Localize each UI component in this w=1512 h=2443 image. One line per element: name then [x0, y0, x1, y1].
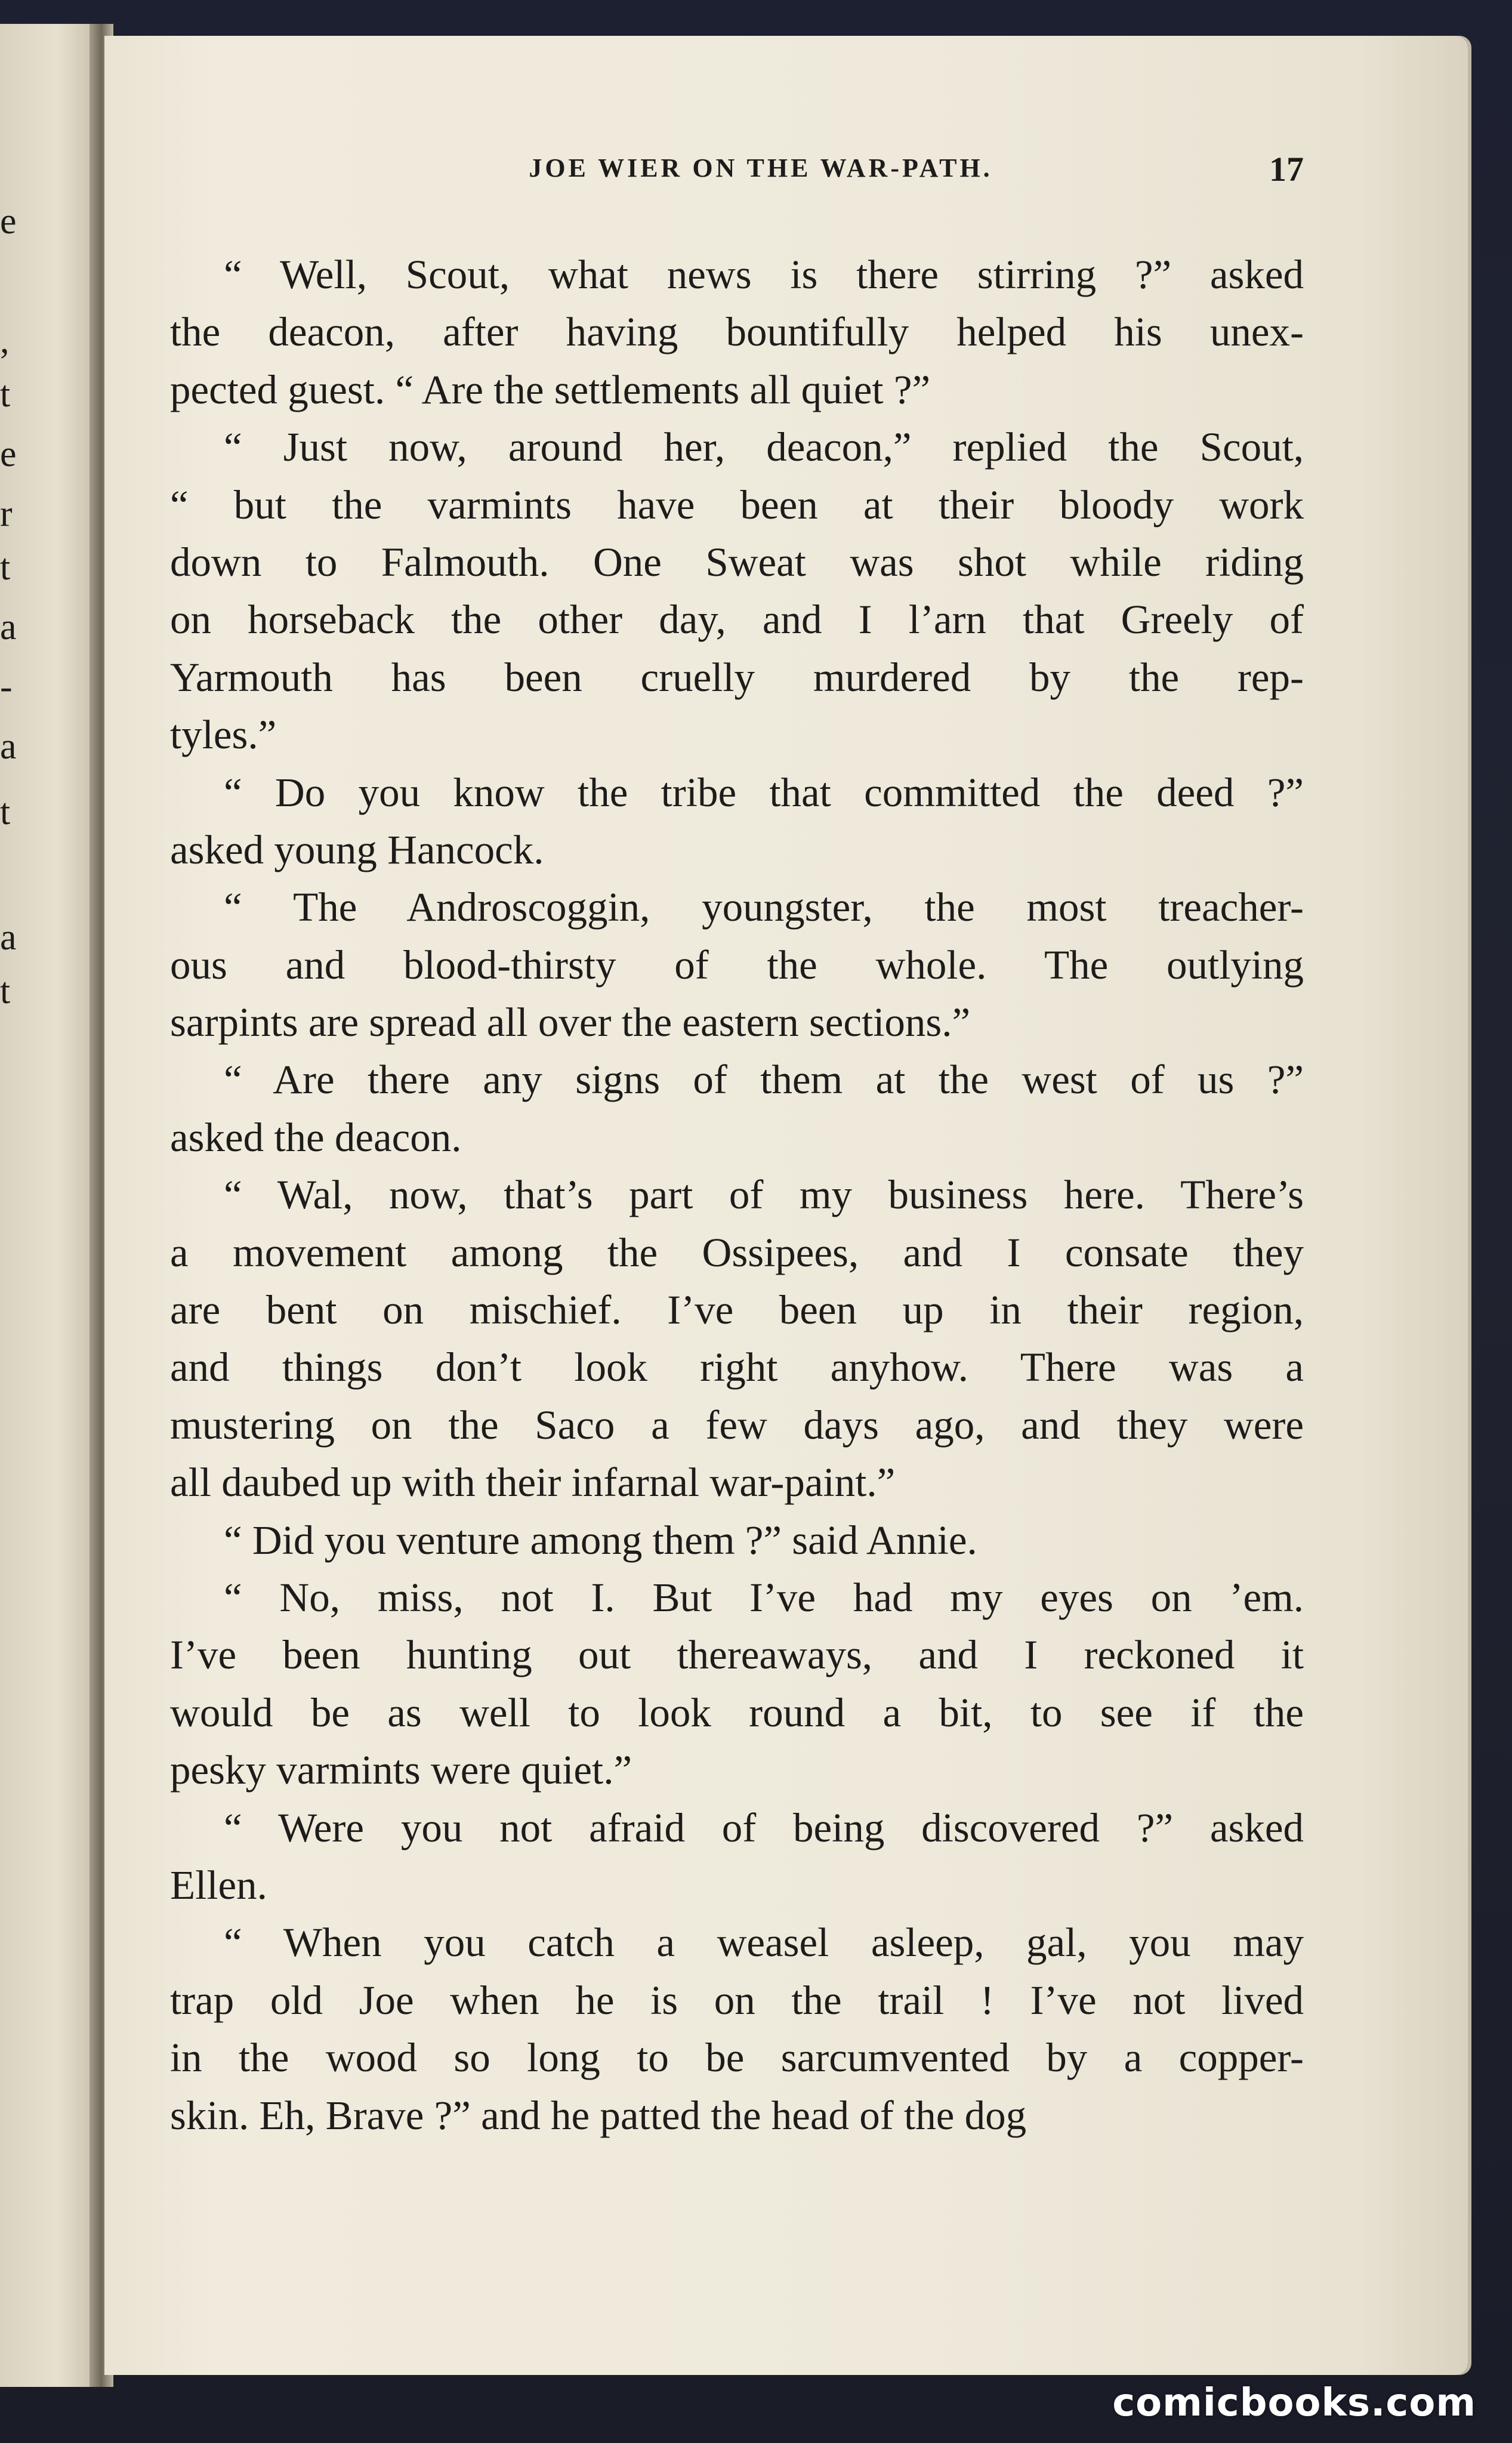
text-line: down to Falmouth. One Sweat was shot while riding	[170, 539, 1304, 585]
text-line: Ellen.	[170, 1862, 267, 1908]
paragraph	[170, 764, 1304, 879]
text-line: “ Just now, around her, deacon,” replied the Scout,	[224, 424, 1304, 470]
text-line: ous and blood-thirsty of the whole. The outlying	[170, 942, 1304, 988]
running-head-title: JOE WIER ON THE WAR-PATH.	[529, 153, 993, 183]
paragraph	[170, 878, 1304, 1051]
facing-page-text-fragment: t	[0, 547, 11, 588]
text-line: Yarmouth has been cruelly murdered by the rep-	[170, 654, 1304, 700]
facing-page-text-fragment: a	[0, 726, 17, 767]
running-head	[170, 113, 1304, 189]
paragraph	[170, 1569, 1304, 1799]
text-line: “ The Androscoggin, youngster, the most treacher-	[224, 884, 1304, 930]
text-line: skin. Eh, Brave ?” and he patted the head of the dog	[170, 2092, 1027, 2138]
text-line: “ Were you not afraid of being discovered ?” asked	[224, 1805, 1304, 1850]
text-line: trap old Joe when he is on the trail ! I’ve not lived	[170, 1977, 1304, 2023]
facing-page-text-fragment: ,	[0, 320, 10, 361]
text-line: a movement among the Ossipees, and I consate they	[170, 1229, 1304, 1275]
facing-page-text-fragment: a	[0, 917, 17, 958]
text-line: are bent on mischief. I’ve been up in their region,	[170, 1287, 1304, 1333]
text-line: pesky varmints were quiet.”	[170, 1747, 632, 1793]
page-text-block	[170, 113, 1304, 2144]
text-line: I’ve been hunting out thereaways, and I reckoned it	[170, 1632, 1304, 1678]
facing-page-text-fragment: t	[0, 792, 11, 832]
text-line: in the wood so long to be sarcumvented by a copper-	[170, 2035, 1304, 2081]
text-line: would be as well to look round a bit, to see if the	[170, 1689, 1304, 1735]
facing-page-edge	[0, 24, 104, 2387]
paragraph	[170, 246, 1304, 418]
paragraph	[170, 1051, 1304, 1166]
text-line: “ When you catch a weasel asleep, gal, you may	[224, 1920, 1304, 1966]
text-line: tyles.”	[170, 712, 277, 758]
text-line: “ No, miss, not I. But I’ve had my eyes on ’em.	[224, 1574, 1304, 1620]
facing-page-text-fragment: t	[0, 971, 11, 1011]
facing-page-text-fragment: a	[0, 607, 17, 647]
text-line: on horseback the other day, and I l’arn that Greely of	[170, 597, 1304, 643]
text-line: asked young Hancock.	[170, 826, 544, 872]
text-line: the deacon, after having bountifully helped his unex-	[170, 309, 1304, 355]
paragraph	[170, 1166, 1304, 1511]
facing-page-text-fragment: e	[0, 201, 17, 242]
watermark: comicbooks.com	[1112, 2381, 1476, 2425]
paragraph	[170, 1512, 1304, 1569]
page-number: 17	[1269, 150, 1304, 189]
text-line: “ but the varmints have been at their bloody work	[170, 482, 1304, 528]
text-line: sarpints are spread all over the eastern sections.”	[170, 1000, 971, 1045]
book-page	[104, 36, 1468, 2375]
paragraph	[170, 418, 1304, 763]
text-line: and things don’t look right anyhow. There was a	[170, 1344, 1304, 1390]
text-line: all daubed up with their infarnal war-paint.”	[170, 1460, 896, 1506]
text-line: mustering on the Saco a few days ago, and they were	[170, 1402, 1304, 1448]
paragraph	[170, 1914, 1304, 2144]
text-line: “ Do you know the tribe that committed the deed ?”	[224, 769, 1304, 815]
facing-page-text-fragment: e	[0, 434, 17, 474]
text-line: “ Well, Scout, what news is there stirring ?” asked	[224, 252, 1304, 297]
text-line: asked the deacon.	[170, 1114, 462, 1160]
facing-page-text-fragment: r	[0, 493, 13, 534]
text-line: “ Wal, now, that’s part of my business here. There’s	[224, 1172, 1304, 1218]
facing-page-text-fragment: -	[0, 667, 13, 707]
paragraph	[170, 1799, 1304, 1914]
body-text	[170, 246, 1304, 2144]
facing-page-text-fragment: t	[0, 374, 11, 415]
text-line: “ Did you venture among them ?” said Annie.	[224, 1517, 977, 1563]
text-line: pected guest. “ Are the settlements all quiet ?”	[170, 366, 931, 412]
text-line: “ Are there any signs of them at the west of us ?”	[224, 1057, 1304, 1103]
